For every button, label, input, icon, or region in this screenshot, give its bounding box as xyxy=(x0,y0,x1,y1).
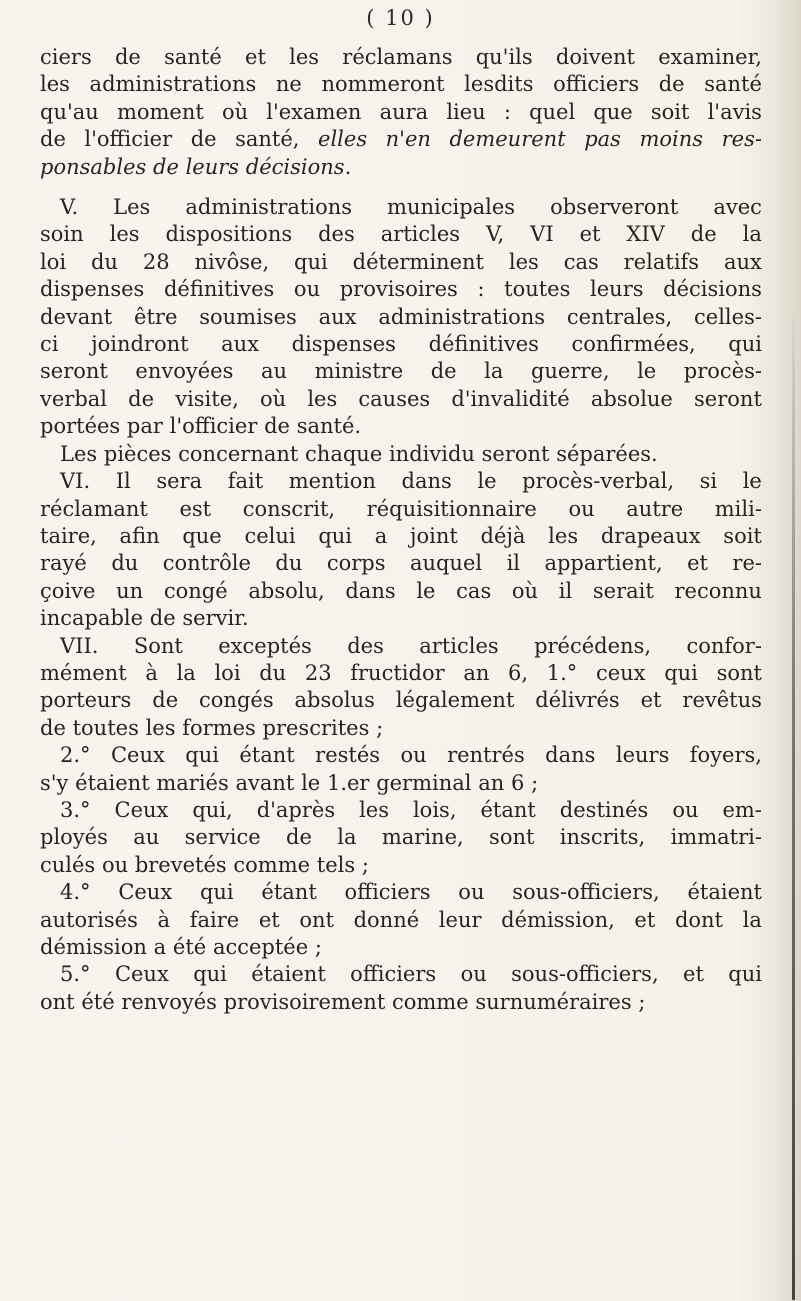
text-line: démission a été acceptée ; xyxy=(40,935,322,959)
paragraph-gap xyxy=(40,181,762,194)
body-text xyxy=(40,44,762,1016)
paragraph xyxy=(40,797,762,879)
paragraph xyxy=(40,742,762,797)
text-line: 3.° Ceux qui, d'après les lois, étant destinés ou em- xyxy=(60,797,762,822)
text-line: 5.° Ceux qui étaient officiers ou sous-officiers, et qui xyxy=(60,962,762,987)
text-line: loi du 28 nivôse, qui déterminent les cas relatifs aux xyxy=(40,249,762,274)
paragraph xyxy=(40,879,762,961)
text-line: rayé du contrôle du corps auquel il appartient, et re- xyxy=(40,551,762,576)
text-line: portées par l'officier de santé. xyxy=(40,414,362,439)
text-line: V. Les administrations municipales observeront avec xyxy=(60,195,762,220)
paragraph xyxy=(40,633,762,743)
text-line: VI. Il sera fait mention dans le procès-verbal, si le xyxy=(60,469,762,494)
text-line: devant être soumises aux administrations centrales, celles- xyxy=(40,304,762,329)
text-line: VII. Sont exceptés des articles précédens, confor- xyxy=(60,633,762,658)
text-line: Les pièces concernant chaque individu seront séparées. xyxy=(60,441,658,466)
text-line: ployés au service de la marine, sont inscrits, immatri- xyxy=(40,825,762,850)
text-line: autorisés à faire et ont donné leur démission, et dont la xyxy=(40,907,762,932)
text-line: de toutes les formes prescrites ; xyxy=(40,715,384,740)
text-line: dispenses définitives ou provisoires : toutes leurs décisions xyxy=(40,277,762,302)
paragraph xyxy=(40,468,762,632)
text-line: s'y étaient mariés avant le 1.er germinal an 6 ; xyxy=(40,770,539,795)
text-line: réclamant est conscrit, réquisitionnaire ou autre mili- xyxy=(40,496,762,521)
page-number: ( 10 ) xyxy=(366,6,435,30)
text-line: de l'officier de santé, elles n'en demeurent pas moins res- xyxy=(40,127,762,152)
text-line: 4.° Ceux qui étant officiers ou sous-officiers, étaient xyxy=(60,880,762,905)
paragraph xyxy=(40,194,762,441)
text-line: porteurs de congés absolus légalement délivrés et revêtus xyxy=(40,688,762,713)
text-line: qu'au moment où l'examen aura lieu : quel que soit l'avis xyxy=(40,99,762,124)
text-line: incapable de servir. xyxy=(40,606,249,631)
text-line: seront envoyées au ministre de la guerre, le procès- xyxy=(40,359,762,384)
text-line: mément à la loi du 23 fructidor an 6, 1.° ceux qui sont xyxy=(40,660,762,685)
text-line: culés ou brevetés comme tels ; xyxy=(40,852,369,877)
text-line: les administrations ne nommeront lesdits officiers de santé xyxy=(40,72,762,97)
text-line: taire, afin que celui qui a joint déjà les drapeaux soit xyxy=(40,523,762,548)
page-edge-shadow xyxy=(792,300,795,1300)
text-line: 2.° Ceux qui étant restés ou rentrés dans leurs foyers, xyxy=(60,743,762,768)
paragraph xyxy=(40,44,762,181)
text-line: verbal de visite, où les causes d'invalidité absolue seront xyxy=(40,386,762,411)
paragraph xyxy=(40,961,762,1016)
paragraph xyxy=(40,441,762,468)
text-line: ciers de santé et les réclamans qu'ils doivent examiner, xyxy=(40,45,762,69)
text-line: ont été renvoyés provisoirement comme surnuméraires ; xyxy=(40,989,646,1014)
text-line: ci joindront aux dispenses définitives confirmées, qui xyxy=(40,332,762,357)
text-line: ponsables de leurs décisions. xyxy=(40,154,352,179)
text-line: çoive un congé absolu, dans le cas où il serait reconnu xyxy=(40,578,762,603)
text-line: soin les dispositions des articles V, VI et XIV de la xyxy=(40,222,762,247)
